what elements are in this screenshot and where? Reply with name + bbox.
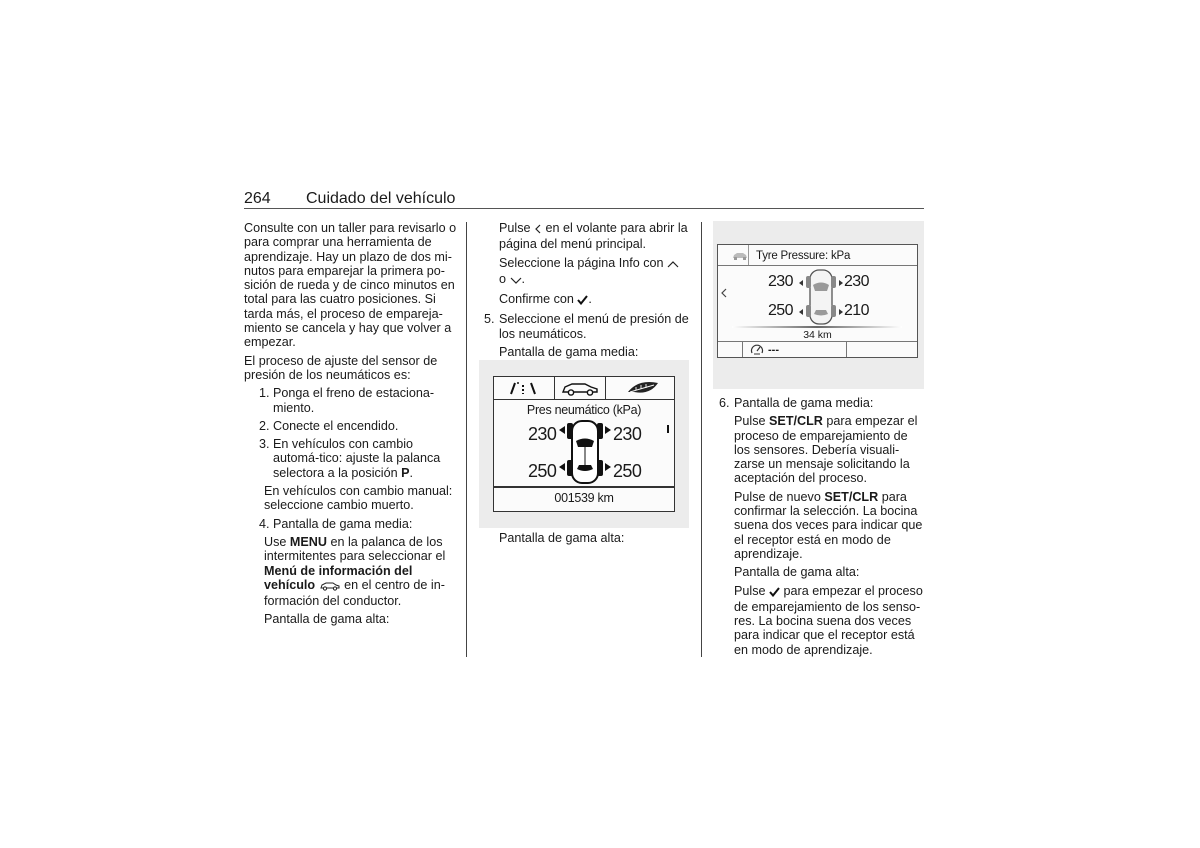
menu-name: Menú de información del vehículo <box>264 563 413 592</box>
chevron-down-icon <box>510 274 522 288</box>
list-number: 1. <box>259 386 270 401</box>
chevron-left-icon[interactable] <box>720 287 728 299</box>
tyre-car-top-view-icon <box>798 267 844 327</box>
chevron-left-icon <box>534 223 542 237</box>
list-text: Pantalla de gama media: <box>734 396 874 410</box>
paragraph: El proceso de ajuste del sensor de presión de los neumáticos es: <box>244 353 438 382</box>
header-rule <box>244 208 924 209</box>
text-run: Pulse <box>734 583 766 598</box>
display-screen <box>717 244 918 358</box>
column-1 <box>244 221 458 631</box>
list-text: Seleccione el menú de presión de los neumáticos. <box>499 312 689 341</box>
paragraph <box>499 221 695 252</box>
rear-left-pressure: 250 <box>528 461 557 481</box>
column-divider <box>701 222 702 657</box>
divider <box>742 341 743 357</box>
divider <box>748 245 749 265</box>
page-number: 264 <box>244 190 271 207</box>
rear-left-pressure: 250 <box>768 302 793 319</box>
chevron-up-icon <box>667 258 679 272</box>
rear-right-pressure: 210 <box>844 302 869 319</box>
display-tabs <box>494 377 674 400</box>
high-range-display-figure <box>713 221 924 389</box>
list-item <box>484 312 695 341</box>
list-item <box>719 396 925 410</box>
front-right-pressure: 230 <box>613 424 642 444</box>
text-run: En vehículos con cambio automá-tico: ajuste la palanca selectora a la posición <box>273 437 441 480</box>
list-number: 3. <box>259 437 270 452</box>
text-run: para confirmar la selección. La bocina suena dos veces para indicar que el receptor está en modo de aprendizaje. <box>734 489 923 561</box>
divider <box>718 265 917 266</box>
display-title: Pres neumático (kPa) <box>526 403 642 417</box>
column-2 <box>484 221 695 363</box>
caption: Pantalla de gama alta: <box>499 531 625 545</box>
column-3 <box>719 396 925 661</box>
status-readout: --- <box>768 344 779 356</box>
tyre-car-top-view-icon <box>557 419 613 485</box>
menu-page-name: Info <box>618 255 640 270</box>
text-run: Seleccione la página <box>499 255 619 270</box>
gear-position: P <box>401 465 410 480</box>
text-run: para empezar el proceso de emparejamiento de los senso-res. La bocina suena dos veces para indicar que el receptor está en modo de aprendizaje. <box>734 583 923 657</box>
checkmark-icon <box>769 586 780 600</box>
text-run: en la palanca de los intermitentes para seleccionar el <box>264 534 446 564</box>
car-icon <box>554 377 606 399</box>
column-divider <box>466 222 467 657</box>
paragraph <box>499 256 695 289</box>
checkmark-icon <box>577 294 588 308</box>
eco-leaf-icon <box>624 377 664 399</box>
list-item <box>244 517 458 531</box>
distance-readout: 34 km <box>803 329 832 341</box>
paragraph: Pantalla de gama media: <box>499 345 639 360</box>
paragraph <box>244 535 458 608</box>
paragraph: Pantalla de gama alta: <box>734 565 860 580</box>
car-icon <box>732 251 748 261</box>
paragraph <box>719 414 925 485</box>
menu-button-label: MENU <box>289 534 327 549</box>
text-run: . <box>588 292 592 307</box>
divider <box>494 486 674 488</box>
odometer: 001539 km <box>554 491 614 505</box>
list-item <box>244 386 458 415</box>
list-text: Pantalla de gama media: <box>273 516 413 531</box>
list-number: 6. <box>719 396 730 410</box>
text-run: Use <box>264 534 290 549</box>
text-run: con <box>639 255 664 270</box>
paragraph: En vehículos con cambio manual: seleccione cambio muerto. <box>264 484 453 513</box>
text-run: Pulse <box>499 221 531 235</box>
text-run: Confirme con <box>499 292 574 307</box>
front-right-pressure: 230 <box>844 273 869 290</box>
text-run: o <box>499 271 507 286</box>
text-run: Pulse de nuevo <box>734 489 825 504</box>
front-left-pressure: 230 <box>768 273 793 290</box>
list-text <box>273 437 458 480</box>
mid-range-display-figure <box>479 360 689 528</box>
paragraph <box>499 292 695 308</box>
button-label: SET/CLR <box>769 414 823 429</box>
front-left-pressure: 230 <box>528 424 557 444</box>
scrollbar-indicator <box>667 425 669 433</box>
text-run: Pulse <box>734 414 770 429</box>
lane-assist-icon <box>506 377 540 399</box>
list-item <box>244 437 458 480</box>
list-text: Conecte el encendido. <box>273 418 399 433</box>
speed-limiter-icon <box>750 343 764 356</box>
car-icon <box>319 580 341 594</box>
button-label: SET/CLR <box>824 489 879 504</box>
text-run: . <box>409 465 414 480</box>
divider <box>718 341 917 342</box>
paragraph <box>719 490 925 561</box>
list-item <box>244 419 458 433</box>
paragraph: Pantalla de gama alta: <box>264 612 390 627</box>
text-run: para empezar el proceso de emparejamiento de los sensores. Debería visuali-zarse un mensaje solicitando la aceptación del proceso. <box>734 414 918 486</box>
text-run: en el volante para abrir la página del menú principal. <box>499 221 688 252</box>
paragraph: Consulte con un taller para revisarlo o para comprar una herramienta de aprendizaje. Hay un plazo de dos mi-nutos para emparejar la primera po-sición de rueda y de cinco minutos en total para las cuatro posiciones. Si tarda más, el proceso de empareja-miento se cancela y hay que volver a empezar. <box>244 221 457 350</box>
page-title: Cuidado del vehículo <box>306 190 456 207</box>
rear-right-pressure: 250 <box>613 461 642 481</box>
display-title: Tyre Pressure: kPa <box>756 250 851 262</box>
list-number: 4. <box>259 516 270 531</box>
list-number: 5. <box>484 312 495 327</box>
text-run: . <box>521 271 526 286</box>
list-number: 2. <box>259 418 270 433</box>
divider <box>846 341 847 357</box>
paragraph <box>719 584 925 657</box>
display-screen <box>493 376 675 512</box>
text-run: en el centro de in-formación del conductor. <box>264 577 445 609</box>
list-text: Ponga el freno de estaciona-miento. <box>273 386 435 415</box>
